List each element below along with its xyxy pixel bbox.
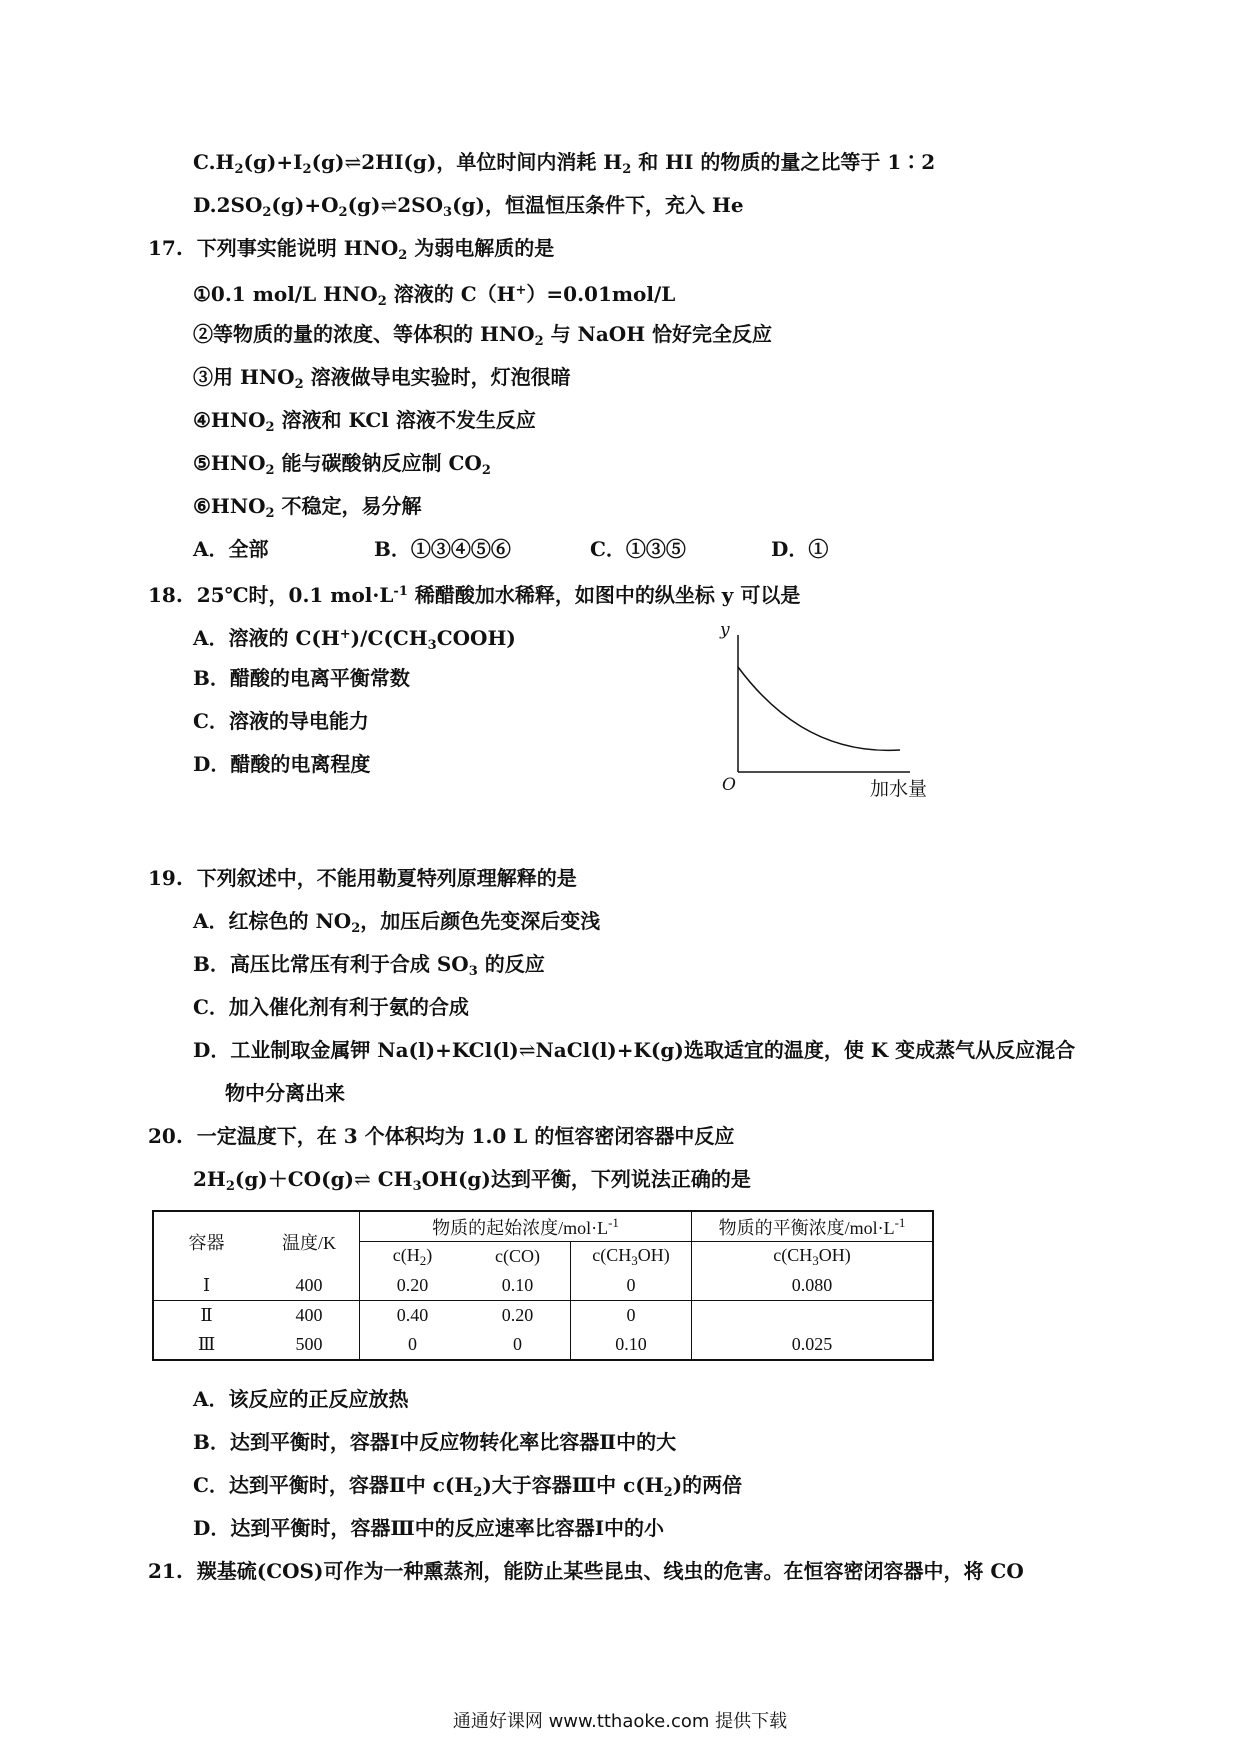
cell-temp: 400 <box>295 1275 323 1295</box>
q17-item-1: ①0.1 mol/L $HNO_2$ 溶液的 C（H+）=0.01mol/L <box>193 282 676 309</box>
q17-item-5: $⑤HNO_2$ 能与碳酸钠反应制 $CO_2$ <box>193 451 491 478</box>
q20-equation: $2H_2(g)+CO(g)\rightleftharpoons$ $CH_3OH(g)$达到平衡，下列说法正确的是 <box>193 1167 751 1194</box>
cell-h2: 0.20 <box>360 1271 466 1301</box>
cell-co: 0 <box>513 1334 522 1354</box>
q17-item-6: $⑥HNO_2$ 不稳定，易分解 <box>193 494 422 521</box>
q18-option-b: B．醋酸的电离平衡常数 <box>193 666 410 690</box>
q19-option-a: A．红棕色的 $NO_2$，加压后颜色先变深后变浅 <box>193 909 601 936</box>
table-row <box>153 1301 933 1331</box>
th-c-ch3oh-eq: $c(CH_3OH)$ <box>692 1242 934 1272</box>
q18-option-c: C．溶液的导电能力 <box>193 709 369 733</box>
q18-graph <box>700 615 960 805</box>
q17-choice-c: C．①③⑤ <box>590 537 686 561</box>
q16-option-c: $C.H_2(g)+I_2(g)\rightleftharpoons 2HI(g)$，单位时间内消耗 $H_2$ 和 HI 的物质的量之比等于 1∶2 <box>193 150 936 177</box>
q17-item-3: ③用 $HNO_2$ 溶液做导电实验时，灯泡很暗 <box>193 365 571 392</box>
graph-curve <box>738 667 900 750</box>
q17-choice-b: B．①③④⑤⑥ <box>374 537 511 561</box>
q19-option-c: C．加入催化剂有利于氨的合成 <box>193 995 469 1019</box>
th-c-co: c(CO) <box>495 1246 540 1266</box>
q21-stem: 21. 羰基硫(COS)可作为一种熏蒸剂，能防止某些昆虫、线虫的危害。在恒容密闭容器中，将 CO <box>148 1559 1024 1583</box>
equilibrium-arrow-icon: ⇌ <box>354 1167 371 1191</box>
cell-ch3oh: 0 <box>571 1271 692 1301</box>
q20-stem: 20. 一定温度下，在 3 个体积均为 1.0 L 的恒容密闭容器中反应 <box>148 1124 735 1148</box>
graph-x-label: 加水量 <box>870 778 928 800</box>
graph-origin: O <box>722 775 736 795</box>
th-c-ch3oh: $c(CH_3OH)$ <box>571 1242 692 1272</box>
cell-container: Ⅲ <box>197 1334 216 1354</box>
cell-ch3oh: 0 <box>571 1301 692 1331</box>
table-row <box>153 1330 933 1360</box>
cell-h2: 0.40 <box>360 1301 466 1331</box>
table-row <box>153 1271 933 1301</box>
cell-eq: 0.025 <box>692 1330 934 1360</box>
q19-option-d: D．工业制取金属钾 Na(l)+KCl(l)⇌NaCl(l)+K(g)选取适宜的温度，使 K 变成蒸气从反应混合 <box>193 1038 1076 1062</box>
q20-option-d: D．达到平衡时，容器Ⅲ中的反应速率比容器Ⅰ中的小 <box>193 1516 665 1540</box>
q18-option-d: D．醋酸的电离程度 <box>193 752 371 776</box>
th-c-h2: $c(H_2)$ <box>360 1242 466 1272</box>
graph-y-label: y <box>720 620 730 640</box>
q20-option-b: B．达到平衡时，容器Ⅰ中反应物转化率比容器Ⅱ中的大 <box>193 1430 677 1454</box>
cell-ch3oh: 0.10 <box>571 1330 692 1360</box>
cell-eq <box>692 1301 934 1331</box>
cell-co: 0.10 <box>501 1275 534 1295</box>
q16-option-d: $D.2SO_2(g)+O_2(g)\rightleftharpoons 2SO_3(g)$，恒温恒压条件下，充入 He <box>193 193 744 220</box>
cell-temp: 500 <box>295 1334 323 1354</box>
cell-eq: 0.080 <box>692 1271 934 1301</box>
cell-h2: 0 <box>360 1330 466 1360</box>
th-container: 容器 <box>188 1232 225 1253</box>
q17-item-4: $④HNO_2$ 溶液和 KCl 溶液不发生反应 <box>193 408 536 435</box>
q19-stem: 19. 下列叙述中，不能用勒夏特列原理解释的是 <box>148 866 577 890</box>
page-footer: 通通好课网 www.tthaoke.com 提供下载 <box>452 1711 788 1732</box>
q20-option-a: A．该反应的正反应放热 <box>193 1387 409 1411</box>
th-initial: 物质的起始浓度$/mol\cdot L^{-1}$ <box>360 1211 692 1242</box>
q19-option-d-cont: 物中分离出来 <box>225 1081 345 1105</box>
th-temp: 温度/K <box>282 1232 336 1253</box>
cell-container: Ⅱ <box>153 1301 259 1331</box>
q17-stem: 17. 下列事实能说明 $HNO_2$ 为弱电解质的是 <box>148 236 555 263</box>
cell-co: 0.20 <box>465 1301 571 1331</box>
q20-option-c: C．达到平衡时，容器Ⅱ中 $c(H_2)$大于容器Ⅲ中 $c(H_2)$的两倍 <box>193 1473 743 1500</box>
equilibrium-arrow-icon: ⇌ <box>344 150 362 174</box>
q18-option-a: A．溶液的 $C(H^+)/C(CH_3COOH)$ <box>193 626 516 653</box>
q17-choice-a: A．全部 <box>193 537 269 561</box>
cell-container: Ⅰ <box>202 1275 211 1295</box>
q18-stem: 18. 25℃时，0.1 $mol\cdot L^{-1}$ 稀醋酸加水稀释，如图中的纵坐标 y 可以是 <box>148 583 801 607</box>
th-equil: 物质的平衡浓度$/mol\cdot L^{-1}$ <box>692 1211 934 1242</box>
q20-table <box>152 1210 934 1361</box>
q17-item-2: ②等物质的量的浓度、等体积的 $HNO_2$ 与 NaOH 恰好完全反应 <box>193 322 773 349</box>
equilibrium-arrow-icon: ⇌ <box>380 193 398 217</box>
q19-option-b: B．高压比常压有利于合成 $SO_3$ 的反应 <box>193 952 545 979</box>
equilibrium-arrow-icon: ⇌ <box>518 1038 536 1062</box>
q17-choice-d: D．① <box>771 537 829 561</box>
cell-temp: 400 <box>259 1301 360 1331</box>
